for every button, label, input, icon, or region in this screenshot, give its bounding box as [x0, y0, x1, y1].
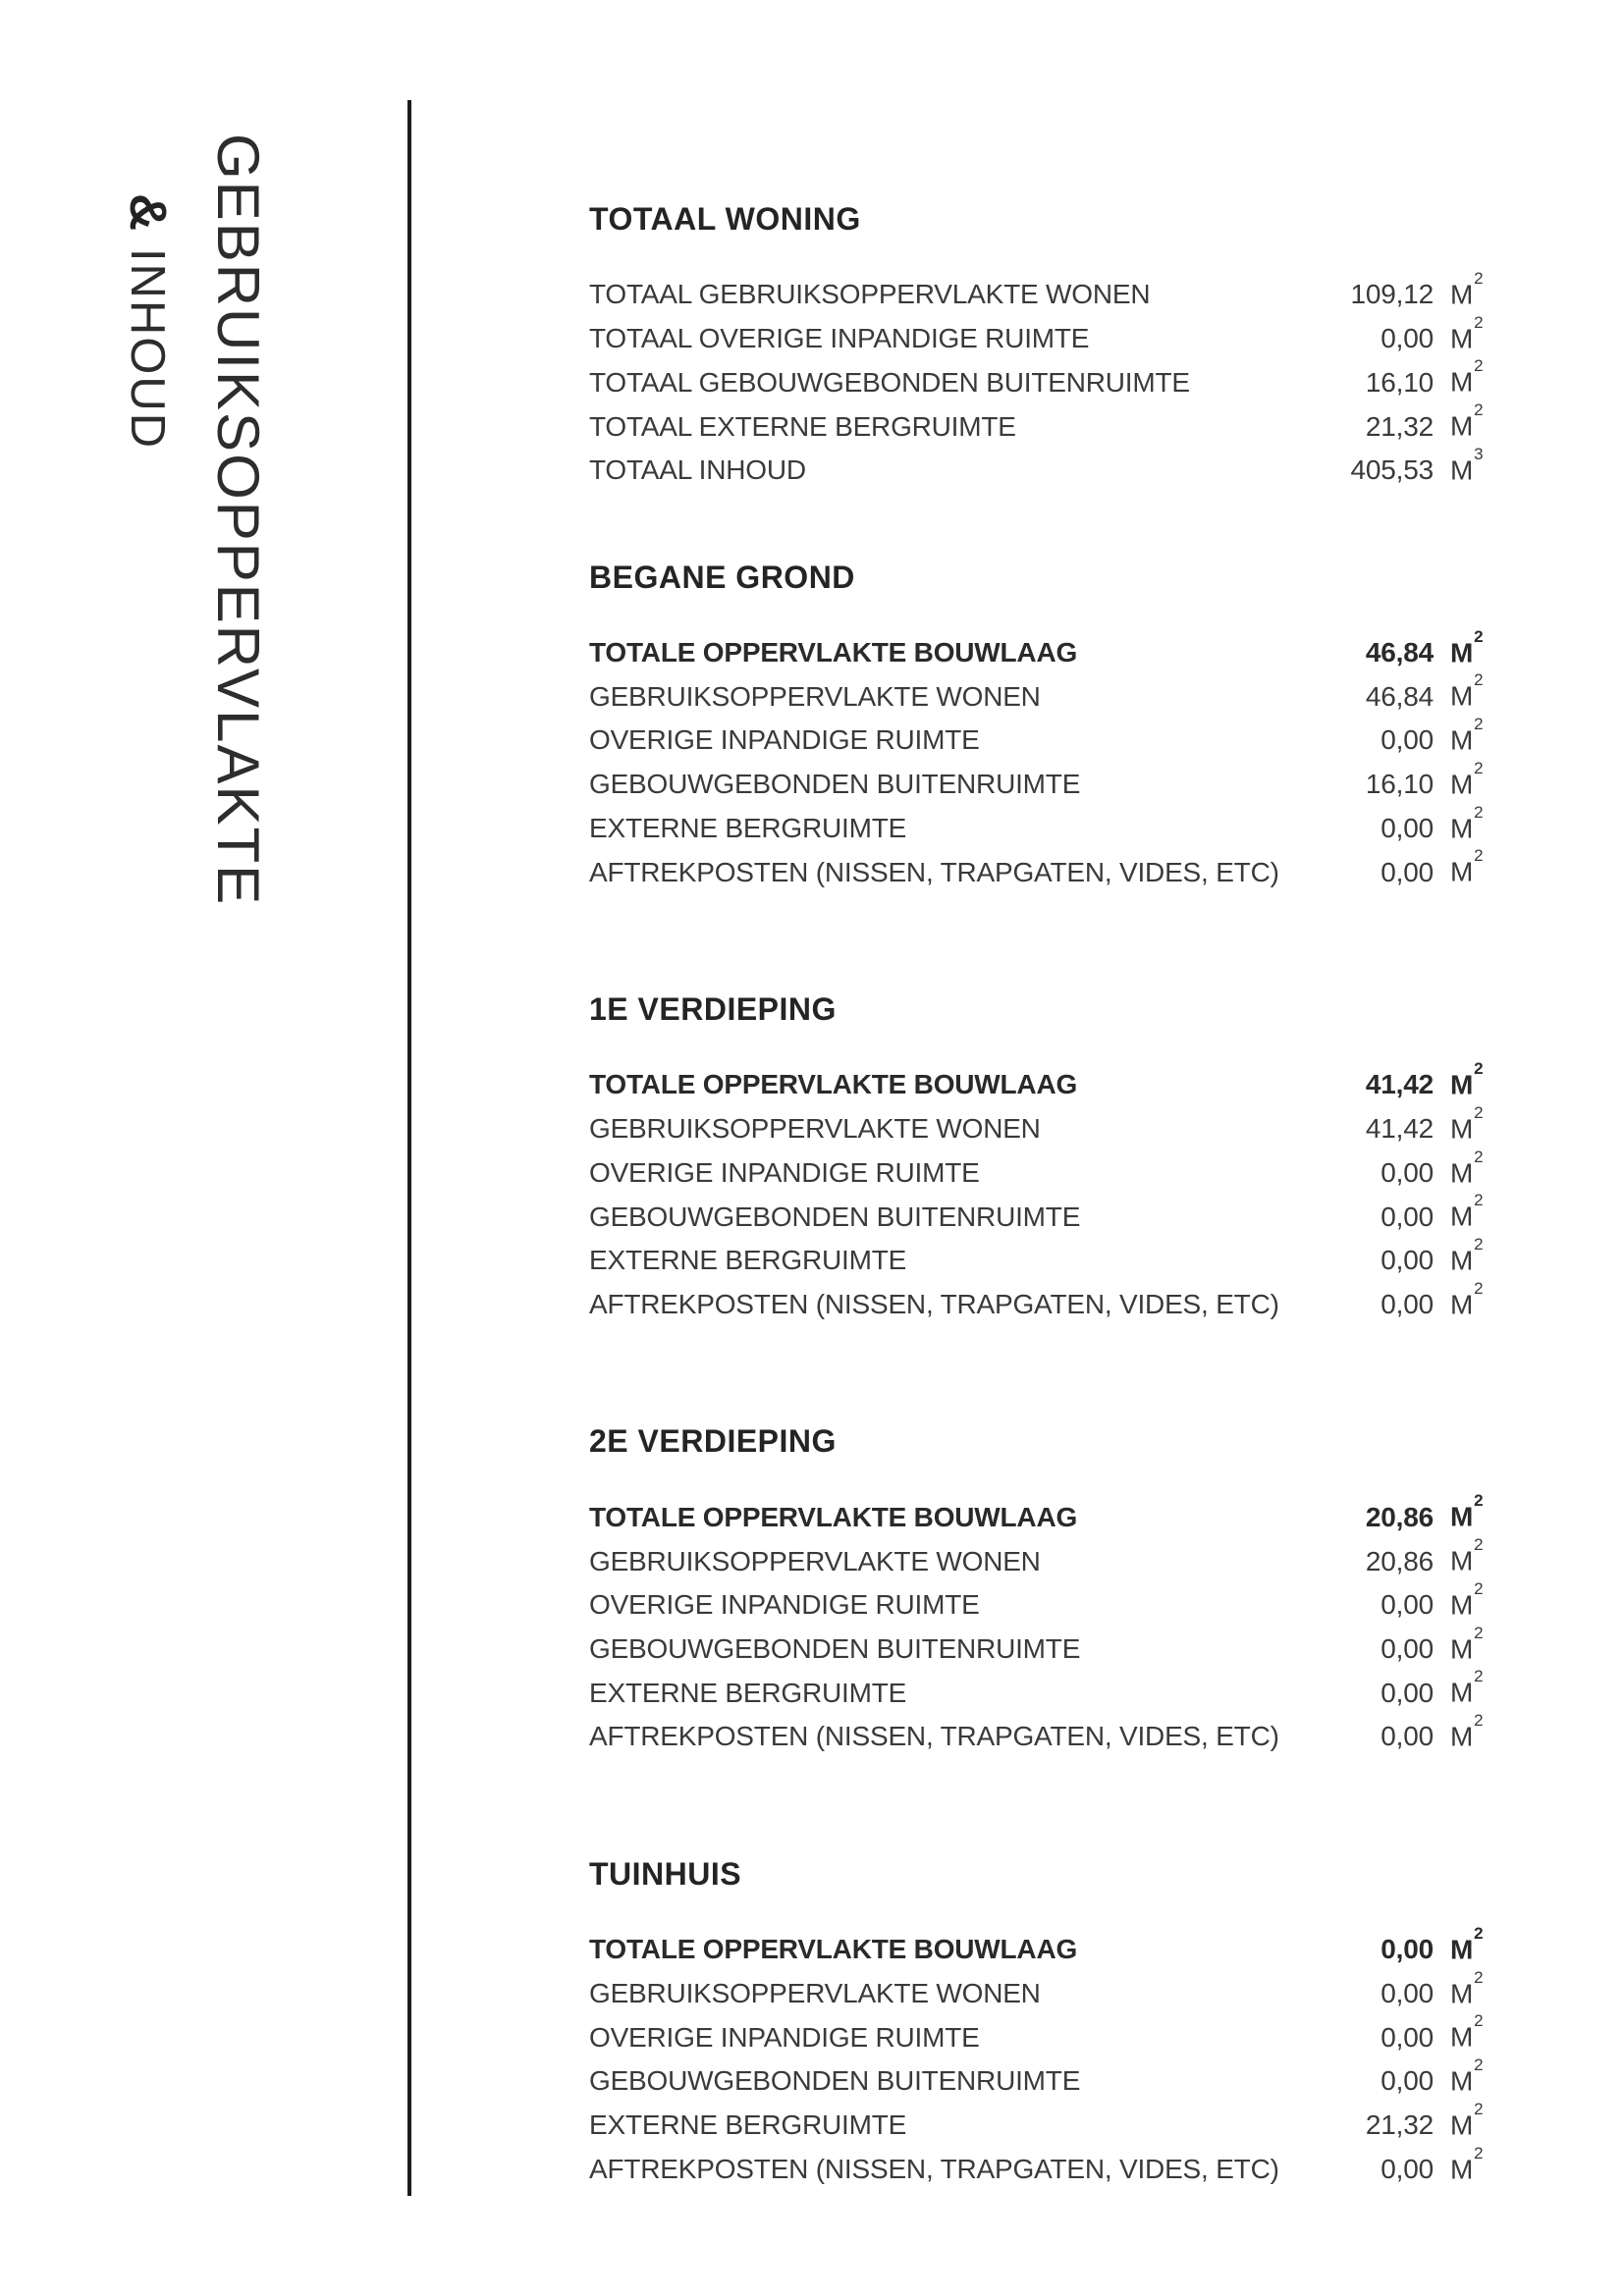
row-unit — [1450, 628, 1498, 672]
section-heading: TUINHUIS — [589, 1855, 742, 1892]
row-unit — [1450, 1668, 1498, 1712]
unit-exponent: 2 — [1474, 1535, 1484, 1555]
row-value: 46,84 — [1365, 680, 1434, 712]
row-unit — [1450, 401, 1498, 446]
row-unit — [1450, 1280, 1498, 1324]
unit-base: M — [1450, 856, 1474, 887]
row-value: 0,00 — [1380, 1245, 1434, 1276]
unit-base: M — [1450, 323, 1474, 354]
row-value: 0,00 — [1380, 856, 1434, 887]
unit-base: M — [1450, 366, 1474, 398]
measurement-row — [589, 401, 1498, 446]
measurement-report — [589, 200, 1498, 2188]
row-label: AFTREKPOSTEN (NISSEN, TRAPGATEN, VIDES, ETC) — [589, 1289, 1279, 1320]
unit-exponent: 2 — [1474, 1191, 1484, 1210]
unit-exponent: 2 — [1474, 802, 1484, 822]
row-label: EXTERNE BERGRUIMTE — [589, 2109, 907, 2141]
unit-base: M — [1450, 1289, 1474, 1320]
unit-base: M — [1450, 769, 1474, 800]
section-rows — [589, 1060, 1498, 1323]
row-label: TOTAAL GEBRUIKSOPPERVLAKTE WONEN — [589, 279, 1151, 310]
unit-exponent: 2 — [1474, 1578, 1484, 1598]
row-label: TOTALE OPPERVLAKTE BOUWLAAG — [589, 1501, 1078, 1532]
row-unit — [1450, 1536, 1498, 1580]
vertical-divider-line — [407, 100, 411, 2196]
row-value: 0,00 — [1380, 2021, 1434, 2053]
unit-base: M — [1450, 454, 1474, 486]
unit-exponent: 2 — [1474, 269, 1484, 288]
section-rows — [589, 1925, 1498, 2188]
row-value: 0,00 — [1380, 1721, 1434, 1752]
unit-exponent: 2 — [1474, 1967, 1484, 1987]
row-unit — [1450, 1492, 1498, 1536]
unit-base: M — [1450, 2109, 1474, 2141]
row-label: GEBRUIKSOPPERVLAKTE WONEN — [589, 1113, 1041, 1145]
measurement-row — [589, 1104, 1498, 1148]
row-label: AFTREKPOSTEN (NISSEN, TRAPGATEN, VIDES, ETC) — [589, 1721, 1279, 1752]
row-label: AFTREKPOSTEN (NISSEN, TRAPGATEN, VIDES, ETC) — [589, 856, 1279, 887]
unit-exponent: 2 — [1474, 1623, 1484, 1642]
unit-exponent: 2 — [1474, 1711, 1484, 1731]
row-value: 20,86 — [1365, 1545, 1434, 1576]
row-unit — [1450, 1104, 1498, 1148]
section-rows — [589, 1492, 1498, 1755]
row-value: 0,00 — [1380, 1156, 1434, 1188]
row-value: 0,00 — [1380, 2153, 1434, 2184]
row-value: 0,00 — [1380, 1977, 1434, 2008]
row-unit — [1450, 314, 1498, 358]
measurement-row — [589, 1580, 1498, 1625]
row-label: TOTAAL OVERIGE INPANDIGE RUIMTE — [589, 323, 1090, 354]
vertical-title-line2 — [118, 193, 177, 451]
unit-exponent: 2 — [1474, 846, 1484, 866]
measurement-row — [589, 2101, 1498, 2145]
row-unit — [1450, 1148, 1498, 1193]
unit-exponent: 2 — [1474, 2056, 1484, 2075]
row-value: 0,00 — [1380, 1201, 1434, 1232]
section-heading: 1E VERDIEPING — [589, 991, 837, 1028]
row-label: GEBOUWGEBONDEN BUITENRUIMTE — [589, 1633, 1081, 1665]
section-rows — [589, 270, 1498, 490]
row-label: EXTERNE BERGRUIMTE — [589, 1677, 907, 1708]
measurement-row — [589, 847, 1498, 891]
row-value: 21,32 — [1365, 2109, 1434, 2141]
measurement-row — [589, 357, 1498, 401]
floor-section — [589, 1422, 1498, 1755]
unit-base: M — [1450, 1113, 1474, 1145]
unit-exponent: 2 — [1474, 1491, 1484, 1511]
unit-exponent: 2 — [1474, 758, 1484, 777]
row-label: OVERIGE INPANDIGE RUIMTE — [589, 724, 980, 756]
measurement-row — [589, 2145, 1498, 2189]
section-heading: TOTAAL WONING — [589, 201, 861, 237]
unit-base: M — [1450, 1201, 1474, 1232]
unit-base: M — [1450, 637, 1474, 667]
unit-base: M — [1450, 812, 1474, 843]
row-label: TOTAAL GEBOUWGEBONDEN BUITENRUIMTE — [589, 366, 1190, 398]
row-label: GEBRUIKSOPPERVLAKTE WONEN — [589, 1545, 1041, 1576]
unit-base: M — [1450, 1589, 1474, 1621]
measurement-row — [589, 1712, 1498, 1756]
row-value: 0,00 — [1380, 2065, 1434, 2097]
row-unit — [1450, 270, 1498, 314]
measurement-row — [589, 270, 1498, 314]
floor-section — [589, 200, 1498, 490]
unit-base: M — [1450, 1977, 1474, 2008]
measurement-row — [589, 1236, 1498, 1280]
row-label: EXTERNE BERGRUIMTE — [589, 1245, 907, 1276]
measurement-row — [589, 2056, 1498, 2101]
unit-exponent: 2 — [1474, 1278, 1484, 1298]
unit-exponent: 2 — [1474, 312, 1484, 332]
row-value: 0,00 — [1380, 1677, 1434, 1708]
row-label: TOTAAL INHOUD — [589, 454, 806, 486]
measurement-row — [589, 716, 1498, 760]
row-label: OVERIGE INPANDIGE RUIMTE — [589, 2021, 980, 2053]
measurement-row — [589, 1192, 1498, 1236]
row-label: AFTREKPOSTEN (NISSEN, TRAPGATEN, VIDES, ETC) — [589, 2153, 1279, 2184]
unit-exponent: 2 — [1474, 400, 1484, 420]
ampersand-glyph: & — [118, 193, 177, 234]
row-value: 0,00 — [1380, 1289, 1434, 1320]
row-label: GEBRUIKSOPPERVLAKTE WONEN — [589, 1977, 1041, 2008]
row-label: TOTALE OPPERVLAKTE BOUWLAAG — [589, 1934, 1078, 1965]
row-unit — [1450, 1060, 1498, 1104]
unit-exponent: 2 — [1474, 2011, 1484, 2031]
row-unit — [1450, 760, 1498, 804]
row-label: GEBOUWGEBONDEN BUITENRUIMTE — [589, 2065, 1081, 2097]
row-value: 0,00 — [1380, 323, 1434, 354]
floor-section — [589, 990, 1498, 1323]
unit-exponent: 2 — [1474, 670, 1484, 690]
row-unit — [1450, 671, 1498, 716]
measurement-row — [589, 2012, 1498, 2056]
measurement-row — [589, 628, 1498, 672]
row-unit — [1450, 716, 1498, 760]
row-unit — [1450, 2056, 1498, 2101]
floor-section — [589, 1855, 1498, 2188]
row-unit — [1450, 2145, 1498, 2189]
measurement-row — [589, 314, 1498, 358]
unit-base: M — [1450, 1677, 1474, 1708]
unit-exponent: 2 — [1474, 1923, 1484, 1943]
unit-base: M — [1450, 1633, 1474, 1665]
row-unit — [1450, 446, 1498, 490]
unit-exponent: 2 — [1474, 1235, 1484, 1255]
row-label: OVERIGE INPANDIGE RUIMTE — [589, 1156, 980, 1188]
unit-exponent: 3 — [1474, 444, 1484, 463]
row-unit — [1450, 1925, 1498, 1969]
unit-exponent: 2 — [1474, 715, 1484, 734]
row-unit — [1450, 847, 1498, 891]
row-value: 0,00 — [1380, 1633, 1434, 1665]
row-unit — [1450, 804, 1498, 848]
row-label: TOTALE OPPERVLAKTE BOUWLAAG — [589, 1069, 1078, 1100]
row-unit — [1450, 1712, 1498, 1756]
unit-base: M — [1450, 1245, 1474, 1276]
unit-base: M — [1450, 2153, 1474, 2184]
row-value: 41,42 — [1365, 1113, 1434, 1145]
section-rows — [589, 628, 1498, 891]
unit-exponent: 2 — [1474, 1059, 1484, 1079]
unit-base: M — [1450, 1934, 1474, 1965]
measurement-row — [589, 671, 1498, 716]
unit-base: M — [1450, 279, 1474, 310]
measurement-row — [589, 1492, 1498, 1536]
row-value: 46,84 — [1365, 637, 1434, 667]
row-value: 20,86 — [1365, 1501, 1434, 1532]
unit-exponent: 2 — [1474, 1147, 1484, 1166]
row-unit — [1450, 357, 1498, 401]
measurement-row — [589, 1625, 1498, 1669]
measurement-row — [589, 1969, 1498, 2013]
row-unit — [1450, 2012, 1498, 2056]
section-heading: 2E VERDIEPING — [589, 1423, 837, 1460]
vertical-title-line1: GEBRUIKSOPPERVLAKTE — [205, 133, 271, 907]
row-label: GEBRUIKSOPPERVLAKTE WONEN — [589, 680, 1041, 712]
measurement-row — [589, 804, 1498, 848]
measurement-row — [589, 1668, 1498, 1712]
row-value: 405,53 — [1350, 454, 1434, 486]
row-label: TOTALE OPPERVLAKTE BOUWLAAG — [589, 637, 1078, 667]
measurement-row — [589, 1536, 1498, 1580]
row-value: 109,12 — [1350, 279, 1434, 310]
unit-base: M — [1450, 410, 1474, 442]
measurement-row — [589, 1060, 1498, 1104]
row-label: GEBOUWGEBONDEN BUITENRUIMTE — [589, 769, 1081, 800]
unit-exponent: 2 — [1474, 2143, 1484, 2163]
row-unit — [1450, 2101, 1498, 2145]
measurement-row — [589, 760, 1498, 804]
row-value: 0,00 — [1380, 724, 1434, 756]
row-unit — [1450, 1625, 1498, 1669]
row-value: 41,42 — [1365, 1069, 1434, 1100]
unit-base: M — [1450, 2021, 1474, 2053]
unit-base: M — [1450, 1069, 1474, 1100]
row-unit — [1450, 1580, 1498, 1625]
unit-exponent: 2 — [1474, 626, 1484, 646]
row-label: OVERIGE INPANDIGE RUIMTE — [589, 1589, 980, 1621]
row-label: EXTERNE BERGRUIMTE — [589, 812, 907, 843]
row-label: GEBOUWGEBONDEN BUITENRUIMTE — [589, 1201, 1081, 1232]
unit-exponent: 2 — [1474, 356, 1484, 376]
unit-exponent: 2 — [1474, 1667, 1484, 1686]
section-heading: BEGANE GROND — [589, 559, 855, 595]
unit-exponent: 2 — [1474, 1102, 1484, 1122]
row-value: 16,10 — [1365, 769, 1434, 800]
unit-exponent: 2 — [1474, 2099, 1484, 2118]
measurement-row — [589, 446, 1498, 490]
row-unit — [1450, 1192, 1498, 1236]
unit-base: M — [1450, 680, 1474, 712]
row-label: TOTAAL EXTERNE BERGRUIMTE — [589, 410, 1016, 442]
row-value: 21,32 — [1365, 410, 1434, 442]
row-value: 0,00 — [1380, 1589, 1434, 1621]
unit-base: M — [1450, 1156, 1474, 1188]
measurement-row — [589, 1148, 1498, 1193]
row-value: 0,00 — [1380, 1934, 1434, 1965]
unit-base: M — [1450, 1501, 1474, 1532]
unit-base: M — [1450, 724, 1474, 756]
row-unit — [1450, 1236, 1498, 1280]
row-value: 16,10 — [1365, 366, 1434, 398]
unit-base: M — [1450, 1721, 1474, 1752]
row-value: 0,00 — [1380, 812, 1434, 843]
unit-base: M — [1450, 2065, 1474, 2097]
floor-section — [589, 559, 1498, 891]
measurement-row — [589, 1280, 1498, 1324]
vertical-title-line2-text: INHOUD — [120, 233, 174, 451]
unit-base: M — [1450, 1545, 1474, 1576]
row-unit — [1450, 1969, 1498, 2013]
measurement-row — [589, 1925, 1498, 1969]
